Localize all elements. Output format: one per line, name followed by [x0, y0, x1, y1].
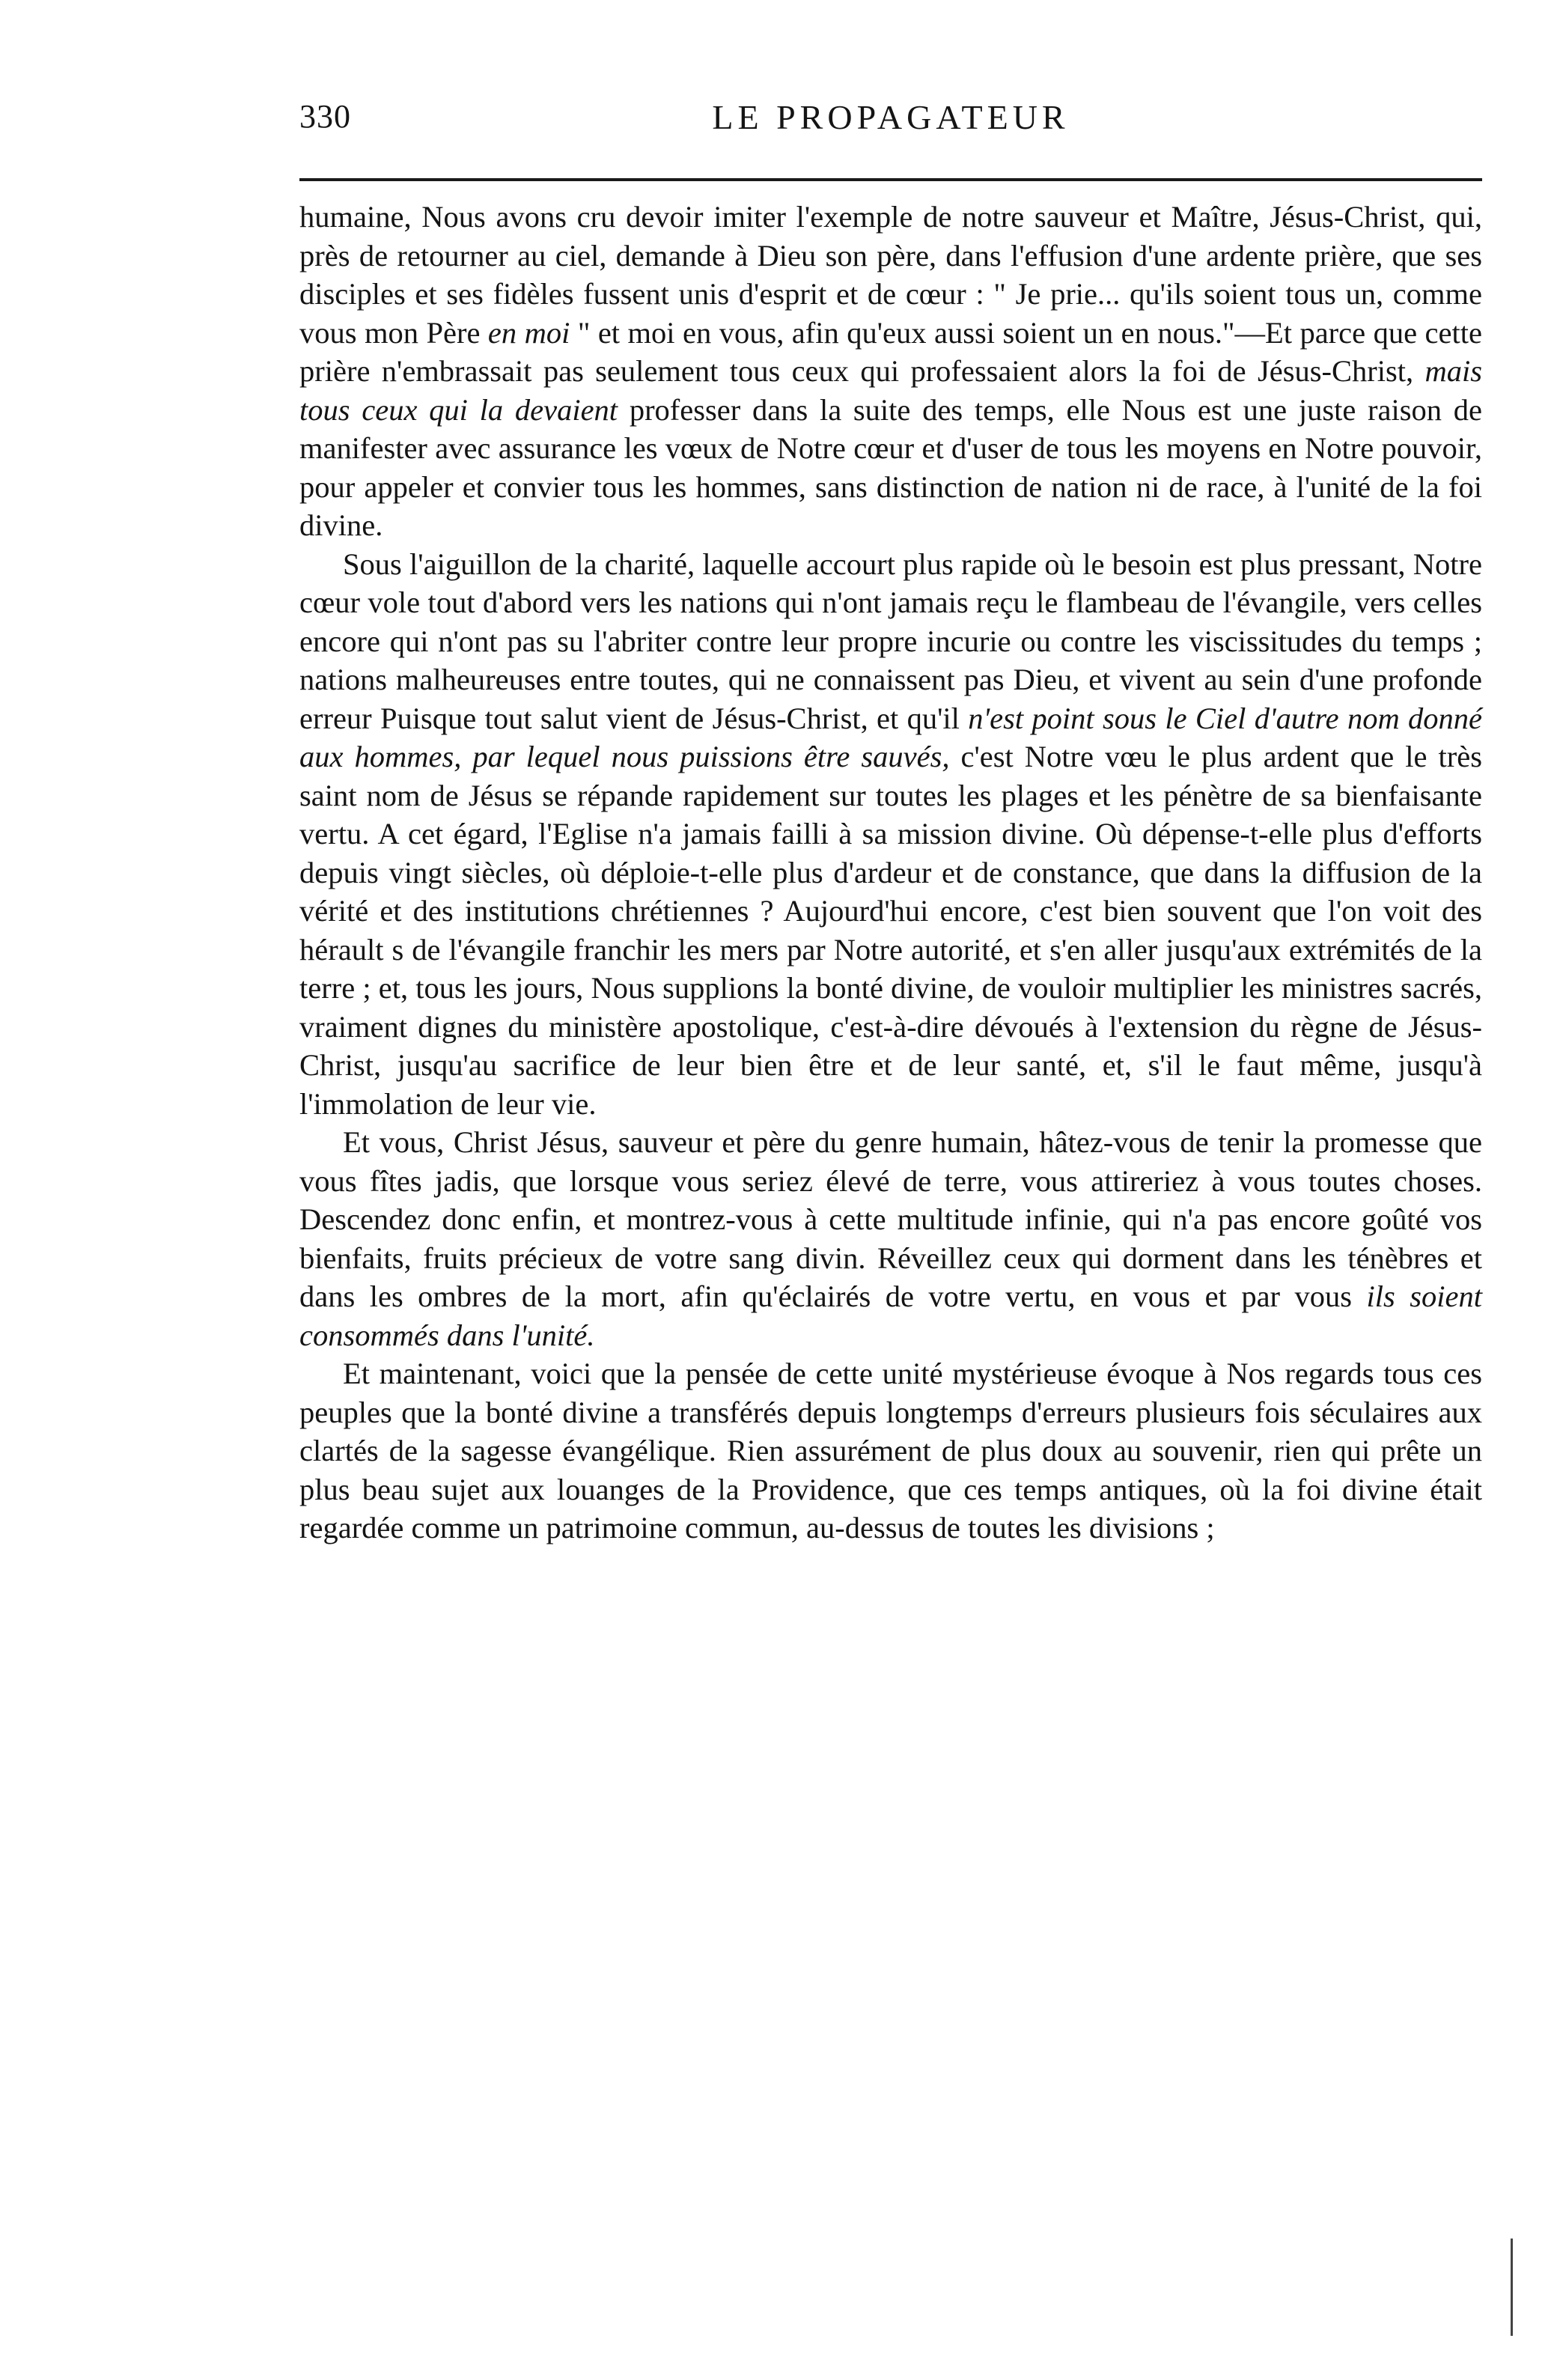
italic-run: n'est point sous le Ciel d'autre nom donné aux hommes, par lequel nous puissions être sauvés, — [299, 701, 1482, 773]
text-run: Sous l'aiguillon de la charité, laquelle accourt plus rapide où le besoin est plus pressant, Notre cœur vole tout d'abord vers les nations qui n'ont jamais reçu le flambeau de l'évangile, vers celles encore qui n'ont pas su l'abriter contre leur propre incurie ou contre les viscissitudes du temps ; nations malheureuses entre toutes, qui ne connaissent pas Dieu, et vivent au sein d'une profonde erreur Puisque tout salut vient de Jésus-Christ, et qu'il — [299, 547, 1482, 735]
text-run: c'est Notre vœu le plus ardent que le très saint nom de Jésus se répande rapidement sur toutes les plages et les pénètre de sa bienfaisante vertu. A cet égard, l'Eglise n'a jamais failli à sa mission divine. Où dépense-t-elle plus d'efforts depuis vingt siècles, où déploie-t-elle plus d'ardeur et de constance, que dans la diffusion de la vérité et des institutions chrétiennes ? Aujourd'hui encore, c'est bien souvent que l'on voit des hérault s de l'évangile franchir les mers par Notre autorité, et s'en aller jusqu'aux extrémités de la terre ; et, tous les jours, Nous supplions la bonté divine, de vouloir multiplier les ministres sacrés, vraiment dignes du ministère apostolique, c'est-à-dire dévoués à l'extension du règne de Jésus-Christ, jusqu'au sacrifice de leur bien être et de leur santé, et, s'il le faut même, jusqu'à l'immolation de leur vie. — [299, 740, 1482, 1121]
text-run: " et moi en vous, afin qu'eux aussi soient un en nous."—Et parce que cette prière n'embrassait pas seulement tous ceux qui professaient alors la foi de Jésus-Christ, — [299, 315, 1482, 388]
text-run — [1352, 1279, 1366, 1313]
italic-run: mais tous ceux qui la devaient — [299, 354, 1482, 427]
italic-run: ils soient consommés dans l'unité. — [299, 1279, 1482, 1352]
text-run: Et maintenant, voici que la pensée de cette unité mystérieuse évoque à Nos regards tous ces peuples que la bonté divine a transférés depuis longtemps d'erreurs plusieurs fois séculaires aux clartés de la sagesse évangélique. Rien assurément de plus doux au souvenir, rien qui prête un plus beau sujet aux louanges de la Providence, que ces temps antiques, où la foi divine était regardée comme un patrimoine commun, au-dessus de toutes les divisions ; — [299, 1357, 1482, 1544]
page — [299, 82, 1482, 1547]
page-number: 330 — [299, 98, 351, 135]
header-rule — [299, 178, 1482, 181]
page-header — [299, 82, 1482, 142]
body-text — [299, 198, 1482, 1547]
text-run: humaine, Nous avons cru devoir imiter l'exemple de notre sauveur et Maître, Jésus-Christ, qui, près de retourner au ciel, demande à Dieu son père, dans l'effusion d'une ardente prière, que ses disciples et ses fidèles fussent unis d'esprit et de cœur : " Je prie... qu'ils soient tous un, comme vous mon Père — [299, 200, 1482, 350]
paragraph-1 — [299, 198, 1482, 545]
paragraph-4 — [299, 1354, 1482, 1547]
text-run: Et vous, Christ Jésus, sauveur et père du genre humain, hâtez-vous de tenir la promesse que vous fîtes jadis, que lorsque vous seriez élevé de terre, vous attireriez à vous toutes choses. Descendez donc enfin, et montrez-vous à cette multitude infinie, qui n'a pas encore goûté vos bienfaits, fruits précieux de votre sang divin. Réveillez ceux qui dorment dans les ténèbres et dans les ombres de la mort, afin qu'éclairés de votre vertu, — [299, 1125, 1482, 1313]
paragraph-3 — [299, 1123, 1482, 1354]
paragraph-2 — [299, 545, 1482, 1124]
running-title: LE PROPAGATEUR — [712, 98, 1070, 136]
text-run: en vous et par vous — [1089, 1279, 1353, 1313]
italic-run: en moi — [487, 315, 570, 350]
margin-mark — [1511, 2239, 1513, 2336]
text-run: professer dans la suite des temps, elle Nous est une juste raison de manifester avec assurance les vœux de Notre cœur et d'user de tous les moyens en Notre pouvoir, pour appeler et convier tous les hommes, sans distinction de nation ni de race, à l'unité de la foi divine. — [299, 392, 1482, 542]
